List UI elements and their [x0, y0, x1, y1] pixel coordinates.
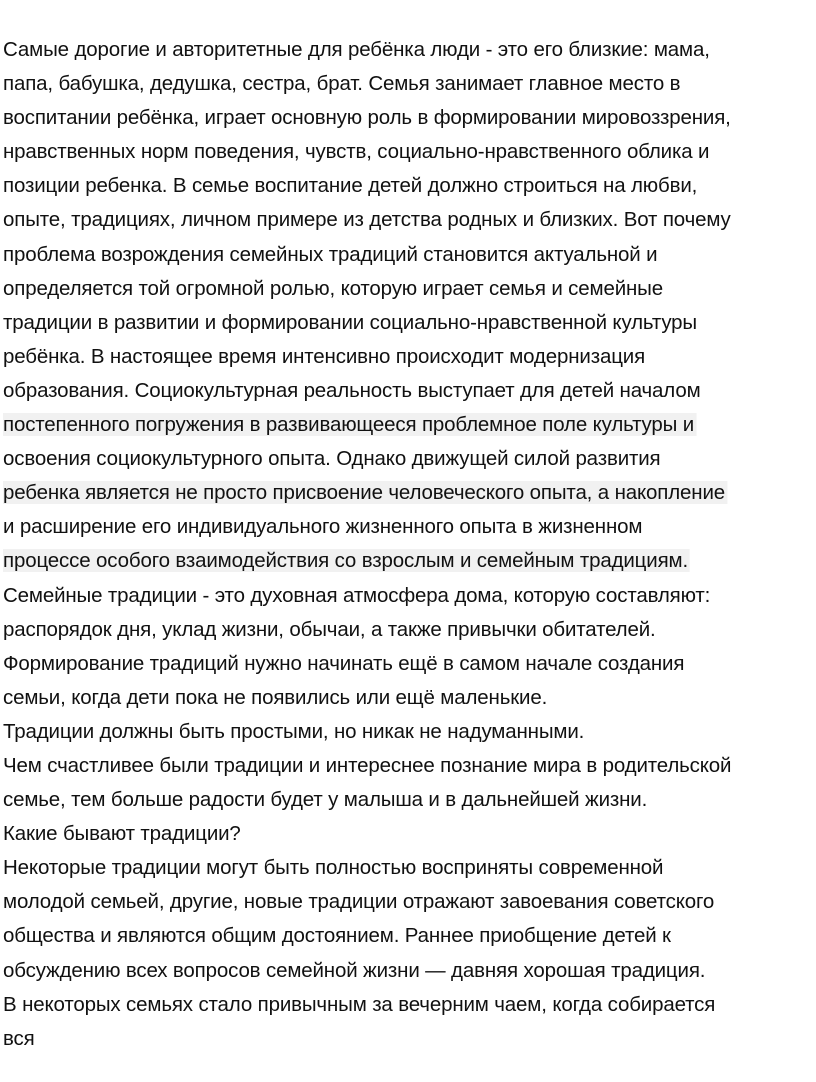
text-line: молодой семьей, другие, новые традиции отражают завоевания советского — [3, 890, 715, 914]
text-line — [3, 408, 811, 442]
text-line: вся — [3, 1026, 35, 1050]
text-line — [3, 544, 811, 578]
text-line: распорядок дня, уклад жизни, обычаи, а также привычки обитателей. — [3, 617, 656, 641]
text-line: Какие бывают традиции? — [3, 822, 241, 846]
text-line: обсуждению всех вопросов семейной жизни — давняя хорошая традиция. — [3, 958, 706, 982]
text-line: позиции ребенка. В семье воспитание детей должно строиться на любви, — [3, 174, 698, 198]
text-line: опыте, традициях, личном примере из детства родных и близких. Вот почему — [3, 208, 731, 232]
text-line: освоения социокультурного опыта. Однако движущей силой развития — [3, 447, 661, 471]
text-line: определяется той огромной ролью, которую играет семья и семейные — [3, 276, 663, 300]
text-line: проблема возрождения семейных традиций становится актуальной и — [3, 242, 658, 266]
highlighted-text: постепенного погружения в развивающееся проблемное поле культуры и — [3, 413, 695, 437]
text-line: семьи, когда дети пока не появились или ещё маленькие. — [3, 685, 548, 709]
text-line: В некоторых семьях стало привычным за вечерним чаем, когда собирается — [3, 992, 716, 1016]
text-line: семье, тем больше радости будет у малыша и в дальнейшей жизни. — [3, 788, 648, 812]
text-line: Самые дорогие и авторитетные для ребёнка люди - это его близкие: мама, — [3, 38, 710, 61]
text-line: Традиции должны быть простыми, но никак не надуманными. — [3, 719, 585, 743]
text-line: Семейные традиции - это духовная атмосфера дома, которую составляют: — [3, 583, 711, 607]
text-line: Чем счастливее были традиции и интереснее познание мира в родительской — [3, 753, 732, 777]
text-line: общества и являются общим достоянием. Раннее приобщение детей к — [3, 924, 671, 948]
text-line: ребёнка. В настоящее время интенсивно происходит модернизация — [3, 344, 646, 368]
text-line: и расширение его индивидуального жизненного опыта в жизненном — [3, 515, 643, 539]
text-line: воспитании ребёнка, играет основную роль в формировании мировоззрения, — [3, 106, 731, 130]
highlighted-text: ребенка является не просто присвоение человеческого опыта, а накопление — [3, 481, 726, 505]
text-line: папа, бабушка, дедушка, сестра, брат. Семья занимает главное место в — [3, 72, 681, 96]
text-line: традиции в развитии и формировании социально-нравственной культуры — [3, 310, 698, 334]
document-body — [3, 33, 815, 1056]
text-line — [3, 476, 811, 510]
text-line: образования. Социокультурная реальность выступает для детей началом — [3, 378, 701, 402]
text-line: нравственных норм поведения, чувств, социально-нравственного облика и — [3, 140, 710, 164]
highlighted-text: процессе особого взаимодействия со взрослым и семейным традициям. — [3, 549, 688, 573]
text-line: Формирование традиций нужно начинать ещё в самом начале создания — [3, 651, 685, 675]
text-line: Некоторые традиции могут быть полностью восприняты современной — [3, 856, 664, 880]
